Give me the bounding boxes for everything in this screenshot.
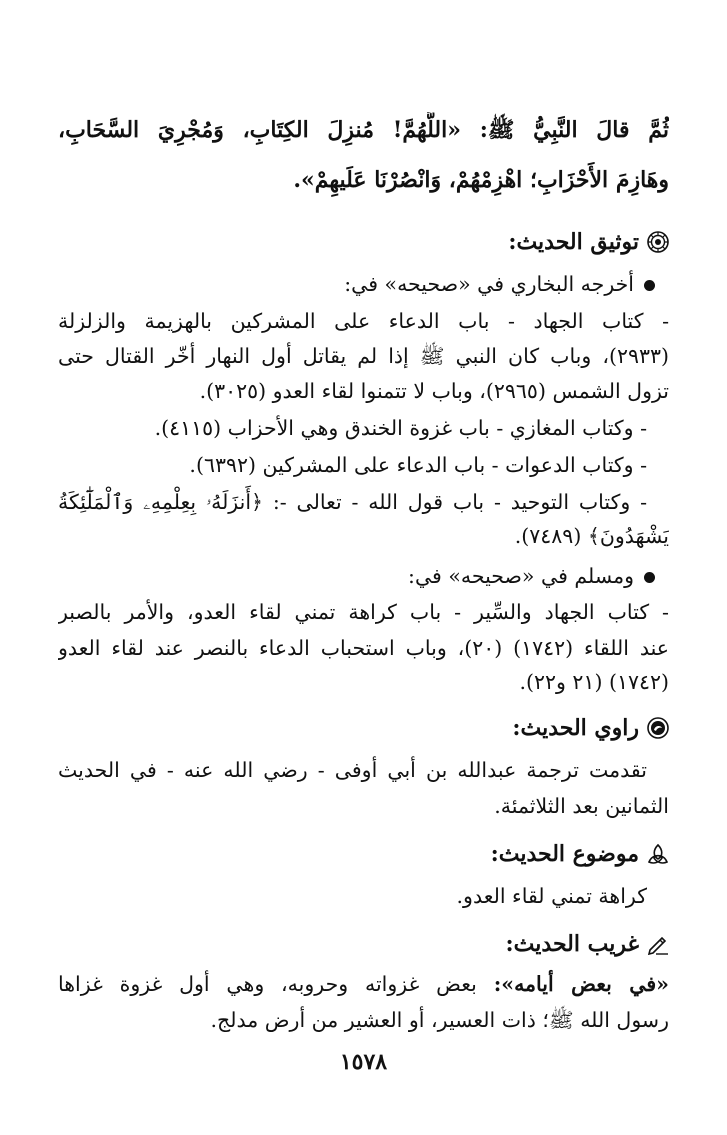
- page-number: ١٥٧٨: [339, 1049, 388, 1075]
- takhrij-line: - وكتاب المغازي - باب غزوة الخندق وهي الأحزاب (٤١١٥).: [154, 416, 647, 440]
- narrator-line: تقدمت ترجمة عبدالله بن أبي أوفى - رضي الله عنه - في الحديث: [58, 758, 647, 782]
- takhrij-heading: [508, 224, 669, 260]
- bukhari-intro: [58, 266, 655, 302]
- bullet-icon: [644, 280, 655, 291]
- gharib-heading-text: غريب الحديث:: [505, 931, 639, 957]
- takhrij-line: تزول الشمس (٢٩٦٥)، وباب لا تتمنوا لقاء العدو (٣٠٢٥).: [199, 379, 669, 403]
- gharib-line-2: رسول الله ﷺ؛ ذات العسير، أو العشير من أرض مدلج.: [210, 1008, 669, 1032]
- muslim-line: عند اللقاء (١٧٤٢) (٢٠)، وباب استحباب الدعاء بالنصر عند لقاء العدو: [58, 636, 669, 660]
- bukhari-intro-text: أخرجه البخاري في «صحيحه» في:: [344, 272, 634, 296]
- gharib-line-1: [58, 966, 669, 1002]
- hadith-line-2: وهَازِمَ الأَحْزَابِ؛ اهْزِمْهُمْ، وَانْصُرْنَا عَلَيهِمْ».: [293, 167, 669, 193]
- takhrij-line: - وكتاب الدعوات - باب الدعاء على المشركين (٦٣٩٢).: [189, 453, 647, 477]
- narrator-heading: [512, 710, 669, 746]
- topic-heading-text: موضوع الحديث:: [490, 841, 639, 867]
- pen-icon: [647, 933, 669, 955]
- muslim-intro: [58, 558, 655, 594]
- gharib-definition: بعض غزواته وحروبه، وهي أول غزوة غزاها: [58, 972, 494, 996]
- gharib-term: «في بعض أيامه»:: [493, 972, 669, 996]
- takhrij-line: يَشْهَدُونَ﴾ (٧٤٨٩).: [514, 524, 669, 548]
- bullet-icon: [644, 572, 655, 583]
- takhrij-line: (٢٩٣٣)، وباب كان النبي ﷺ إذا لم يقاتل أول النهار أخّر القتال حتى: [58, 344, 669, 368]
- rosette-icon: [647, 231, 669, 253]
- muslim-line: - كتاب الجهاد والسِّير - باب كراهة تمني لقاء العدو، والأمر بالصبر: [58, 600, 669, 624]
- topic-text: كراهة تمني لقاء العدو.: [456, 884, 647, 908]
- hadith-line-1: ثُمَّ قالَ النَّبِيُّ ﷺ: «اللَّهُمَّ! مُنزِلَ الكِتَابِ، وَمُجْرِيَ السَّحَابِ،: [58, 117, 669, 143]
- muslim-intro-text: ومسلم في «صحيحه» في:: [408, 564, 634, 588]
- takhrij-line: - وكتاب التوحيد - باب قول الله - تعالى -: ﴿أَنزَلَهُۥ بِعِلْمِهِۦ وَٱلْمَلَٰٓئِكَةُ: [58, 490, 647, 514]
- narrator-line: الثمانين بعد الثلاثمئة.: [494, 794, 669, 818]
- gharib-heading: [506, 926, 669, 962]
- seal-icon: [647, 717, 669, 739]
- triquetra-icon: [647, 843, 669, 865]
- muslim-line: (١٧٤٢) (٢١ و٢٢).: [519, 670, 669, 694]
- takhrij-line: - كتاب الجهاد - باب الدعاء على المشركين بالهزيمة والزلزلة: [58, 309, 669, 333]
- topic-heading: [491, 836, 669, 872]
- takhrij-heading-text: توثيق الحديث:: [508, 229, 639, 255]
- narrator-heading-text: راوي الحديث:: [512, 715, 639, 741]
